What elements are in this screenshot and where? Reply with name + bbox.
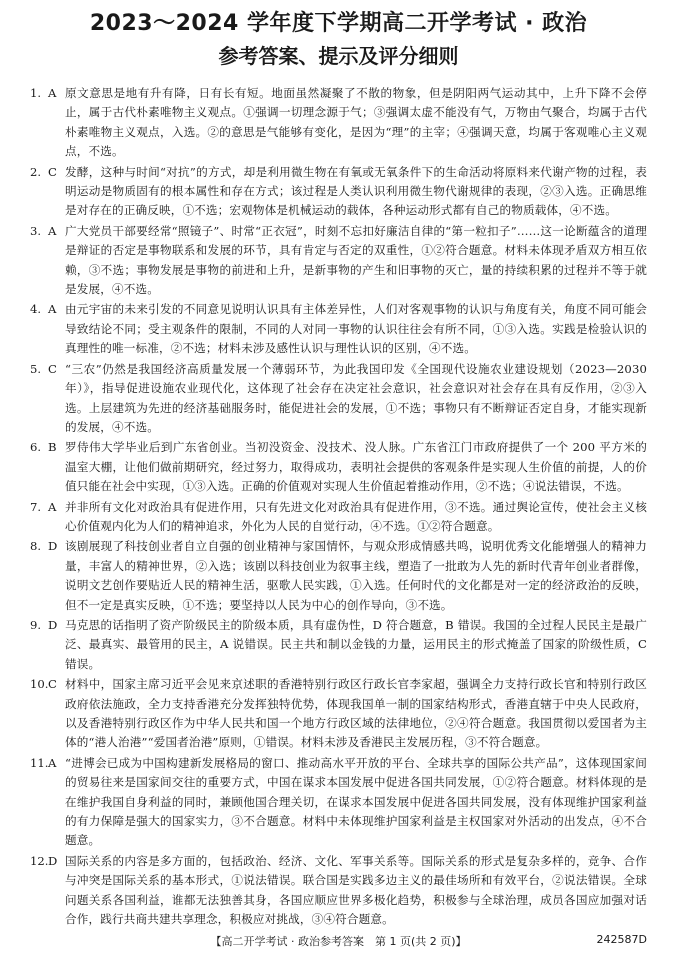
footer-page-info: 【高二开学考试 · 政治参考答案 第 1 页(共 2 页)】 (210, 935, 467, 948)
answer-choice: A (48, 86, 57, 100)
answer-choice: D (48, 617, 58, 632)
answer-item (30, 852, 647, 930)
question-number: 1. (30, 86, 42, 100)
answer-explanation: “进博会已成为中国构建新发展格局的窗口、推动高水平开放的平台、全球共享的国际公共产品”，这体现国家间的贸易往来是国家间交往的重要方式，中国在谋求本国发展中促进各国共同发展，①②符合题意。材料体现的是在维护我国自身利益的同时，兼顾他国合理关切，在谋求本国发展中促进各国共同发展，没有体现维护国家利益的有力保障是强大的国家实力，③不合题意。材料中未体现维护国家利益是主权国家对外活动的出发点，④不合题意。 (65, 755, 647, 848)
answer-explanation: 由元宇宙的未来引发的不同意见说明认识具有主体差异性，人们对客观事物的认识与角度有关，角度不同可能会导致结论不同；受主观条件的限制，不同的人对同一事物的认识往往会有所不同，①③入选。实践是检验认识的真理性的唯一标准，②不选；材料未涉及感性认识与理性认识的区别，④不选。 (65, 302, 647, 356)
question-number: 12. (30, 853, 49, 868)
question-number: 9. (30, 617, 42, 632)
answer-explanation: 广大党员干部要经常“照镜子”、时常“正衣冠”，时刻不忘扣好廉洁自律的“第一粒扣子”……这一论断蕴含的道理是辩证的否定是事物联系和发展的环节，具有肯定与否定的双重性，①②符合题意。材料未体现矛盾双方相互依赖，③不选；事物发展是事物的前进和上升，是新事物的产生和旧事物的灭亡，量的持续积累的过程并不等于就是发展，④不选。 (65, 223, 647, 297)
answer-explanation: 国际关系的内容是多方面的，包括政治、经济、文化、军事关系等。国际关系的形式是复杂多样的，竞争、合作与冲突是国际关系的基本形式，①说法错误。联合国是实践多边主义的最佳场所和有效平台，②说法错误。全球问题关系各国利益，谁都无法独善其身，各国应顺应世界多极化趋势，积极参与全球治理，成员各国应加强对话合作，践行共商共建共享理念，积极应对挑战，③④符合题意。 (65, 853, 647, 927)
answer-item (30, 754, 647, 851)
answer-item (30, 498, 647, 537)
answer-choice: C (48, 164, 57, 179)
answer-choice: A (48, 755, 57, 770)
question-number: 7. (30, 499, 42, 514)
answer-item (30, 163, 647, 221)
answer-choice: C (48, 677, 57, 692)
question-number: 11. (30, 755, 49, 770)
answer-item (30, 675, 647, 753)
question-number: 4. (30, 302, 42, 317)
answer-item (30, 300, 647, 358)
answer-choice: A (48, 499, 57, 514)
page-title: 2023～2024 学年度下学期高二开学考试 · 政治 (89, 11, 588, 36)
answer-explanation: 并非所有文化对政治具有促进作用，只有先进文化对政治具有促进作用，③不选。通过舆论宣传，使社会主义核心价值观内化为人们的精神追求，外化为人民的自觉行动，④不选。①②符合题意。 (65, 499, 647, 533)
answer-choice: D (48, 539, 58, 554)
answer-choice: A (48, 302, 57, 317)
answer-explanation: 该剧展现了科技创业者自立自强的创业精神与家国情怀，与观众形成情感共鸣，说明优秀文化能增强人的精神力量，丰富人的精神世界，②入选；该剧以科技创业为叙事主线，塑造了一批敢为人先的新时代青年创业者群像，说明文艺创作要贴近人民的精神生活，驱歌人民实践，①入选。任何时代的文化都是对一定的经济政治的反映，但不一定是真实反映，①不选；要坚持以人民为中心的创作导向，③不选。 (65, 539, 647, 612)
answer-choice: A (48, 223, 57, 238)
question-number: 10. (30, 677, 49, 692)
footer-code: 242587D (596, 933, 647, 946)
answer-explanation: “三农”仍然是我国经济高质量发展一个薄弱环节，为此我国印发《全国现代设施农业建设规划（2023—2030年）》，指导促进设施农业现代化，这体现了社会存在决定社会意识，社会意识对社会存在具有反作用，②③入选。上层建筑为先进的经济基础服务时，能促进社会的发展，①不选；事物只有不断辩证否定自身，才能实现新的发展，④不选。 (65, 361, 647, 434)
question-number: 5. (30, 361, 42, 376)
answer-item (30, 537, 647, 615)
question-number: 6. (30, 440, 42, 455)
question-number: 8. (30, 539, 42, 554)
answer-list (30, 84, 647, 929)
answer-choice: B (48, 440, 57, 455)
page-footer (0, 933, 677, 949)
question-number: 3. (30, 223, 42, 238)
answer-item (30, 616, 647, 674)
answer-explanation: 马克思的话指明了资产阶级民主的阶级本质，具有虚伪性，D 符合题意，B 错误。我国的全过程人民民主是最广泛、最真实、最管用的民主，A 说错误。民主共和制以金钱的力量，运用民主的形式掩盖了国家的阶级性质，C 错误。 (65, 617, 647, 671)
answer-explanation: 材料中，国家主席习近平会见来京述职的香港特别行政区行政长官李家超，强调全力支持行政长官和特别行政区政府依法施政，全力支持香港充分发挥独特优势，体现我国单一制的国家结构形式，香港直辖于中央人民政府，以及香港特别行政区作为中华人民共和国一个地方行政区域的法律地位，②④符合题意。我国贯彻以爱国者为主体的“港人治港”“爱国者治港”原则，①错误。材料未涉及香港民主发展历程，③不符合题意。 (65, 677, 647, 750)
question-number: 2. (30, 164, 42, 179)
answer-item (30, 438, 647, 496)
answer-choice: C (48, 361, 57, 376)
answer-item (30, 222, 647, 300)
answer-item (30, 84, 647, 162)
answer-explanation: 原文意思是地有升有降，日有长有短。地面虽然凝聚了不散的物象，但是阴阳两气运动其中，上升下降不会停止，属于古代朴素唯物主义观点。①强调一切理念源于气；③强调太虚不能没有气，万物由气聚合，均属于古代朴素唯物主义观点，入选。②的意思是气能够有变化，是因为“理”的主宰；④强调天意，均属于客观唯心主义观点，不选。 (65, 86, 647, 159)
answer-choice: D (48, 853, 58, 868)
answer-explanation: 罗侍伟大学毕业后到广东省创业。当初没资金、没技术、没人脉。广东省江门市政府提供了一个 200 平方米的温室大棚，让他们做前期研究，经过努力，取得成功，表明社会提供的客观条件是实现人生价值的前提，人的价值只能在社会中实现，①③入选。正确的价值观对实现人生价值起着推动作用，②不选；④说法错误，不选。 (65, 440, 647, 494)
page-subtitle: 参考答案、提示及评分细则 (218, 44, 459, 68)
answer-item (30, 360, 647, 438)
answer-explanation: 发酵，这种与时间“对抗”的方式，却是利用微生物在有氧或无氧条件下的生命活动将原料来代谢产物的过程，表明运动是物质固有的根本属性和存在方式；该过程是人类认识利用微生物代谢规律的表现，②③入选。正确思维是对存在的正确反映，①不选；宏观物体是机械运动的载体，各种运动形式都有自己的物质载体，④不选。 (65, 164, 647, 218)
